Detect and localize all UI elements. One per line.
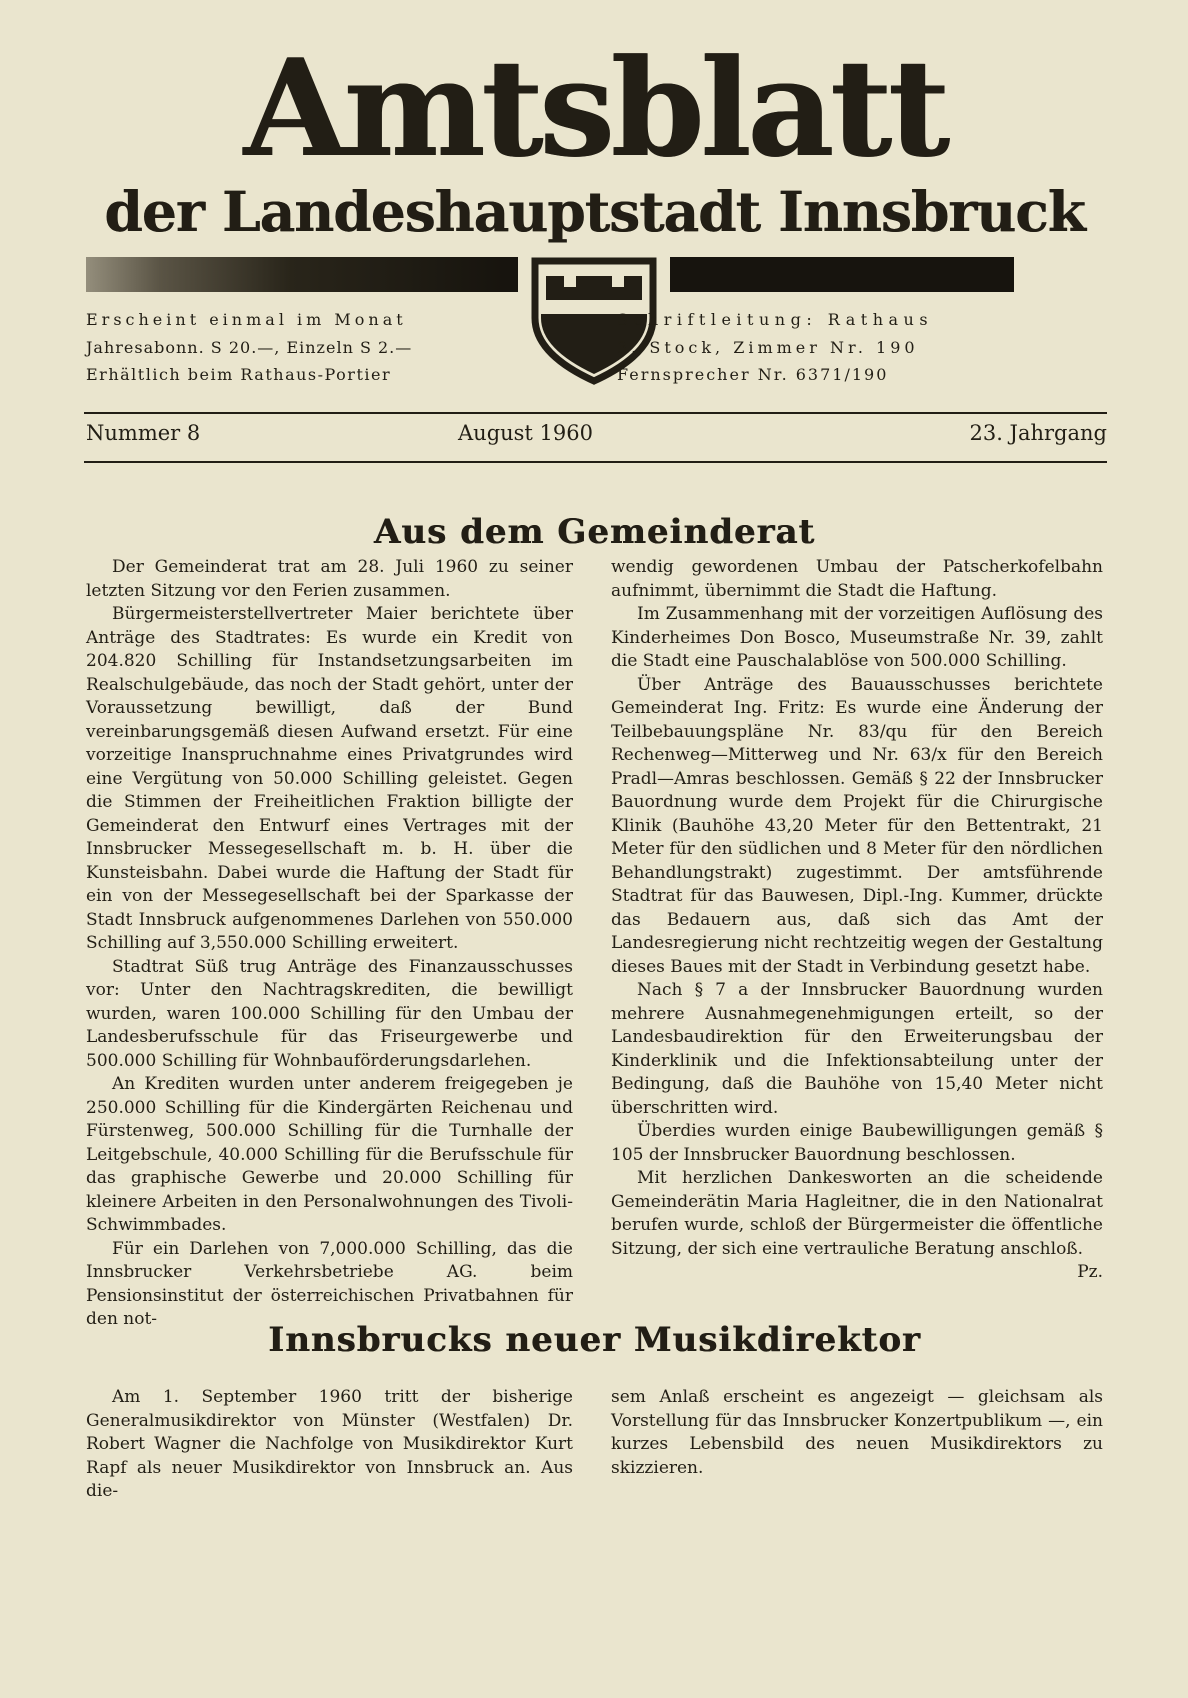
article-title-gemeinderat: Aus dem Gemeinderat [373,511,816,552]
publication-info-left [86,306,412,389]
article-gemeinderat-body [86,556,1103,1332]
paragraph-text: Mit herzlichen Dankesworten an die scheidende Gemeinderätin Maria Hagleitner, die in den Nationalrat berufen wurde, schloß der Bürgermeister die öffentliche Sitzung, der sich eine vertrauliche Beratung anschloß. [611,1168,1103,1259]
paragraph: Im Zusammenhang mit der vorzeitigen Auflösung des Kinderheimes Don Bosco, Museumstraße Nr. 39, zahlt die Stadt eine Pauschalablöse von 500.000 Schilling. [611,604,1103,671]
availability-note: Erhältlich beim Rathaus-Portier [86,365,392,384]
issue-date: August 1960 [458,421,593,445]
issue-volume: 23. Jahrgang [969,421,1107,445]
paragraph: Nach § 7 a der Innsbrucker Bauordnung wurden mehrere Ausnahmegenehmigungen erteilt, so der Landesbaudirektion für den Erweiterungsbau der Kinderklinik und die Infektionsabteilung unter der Bedingung, daß die Bauhöhe von 15,40 Meter nicht überschritten wird. [611,980,1103,1118]
issue-line [86,421,1107,453]
paragraph: Am 1. September 1960 tritt der bisherige Generalmusikdirektor von Münster (Westfalen) Dr. Robert Wagner die Nachfolge von Musikdirektor Kurt Rapf als neuer Musikdirektor von Innsbruck an. Aus die- [86,1387,573,1501]
publication-info-right [617,306,933,389]
article-title-musikdirektor: Innsbrucks neuer Musikdirektor [268,1319,921,1360]
divider-rule-top [84,412,1107,414]
paragraph: Für ein Darlehen von 7,000.000 Schilling, das die Innsbrucker Verkehrsbetriebe AG. beim Pensionsinstitut der österreichischen Privatbahnen für den not- [86,1238,573,1329]
article2-left-column [86,1386,573,1504]
subscription-price: Jahresabonn. S 20.—, Einzeln S 2.— [86,337,413,357]
publication-frequency: Erscheint einmal im Monat [86,310,407,329]
masthead [86,29,1103,244]
paragraph: Stadtrat Süß trug Anträge des Finanzausschusses vor: Unter den Nachtragskrediten, die bewilligt wurden, waren 100.000 Schilling für den Umbau der Landesberufsschule für das Friseurgewerbe und 500.000 Schilling für Wohnbauförderungsdarlehen. [86,956,573,1071]
article1-right-column [611,556,1103,1332]
gazette-subtitle: der Landeshauptstadt Innsbruck [104,178,1085,244]
paragraph: An Krediten wurden unter anderem freigegeben je 250.000 Schilling für die Kindergärten Reichenau und Fürstenweg, 500.000 Schilling für die Turnhalle der Leitgebschule, 40.000 Schilling für die Berufsschule für das graphische Gewerbe und 20.000 Schilling für kleinere Arbeiten in den Personalwohnungen des Tivoli-Schwimmbades. [86,1074,573,1235]
article2-right-column [611,1386,1103,1504]
paragraph [611,1167,1103,1282]
article1-left-column [86,556,573,1332]
paragraph: Bürgermeisterstellvertreter Maier berichtete über Anträge des Stadtrates: Es wurde ein Kredit von 204.820 Schilling für Instandsetzungsarbeiten im Realschulgebäude, das noch der Stadt gehört, unter der Voraussetzung bewilligt, daß der Bund vereinbarungsgemäß diesen Aufwand ersetzt. Für eine vorzeitige Inanspruchnahme eines Privatgrundes wird eine Vergütung von 50.000 Schilling geleistet. Gegen die Stimmen der Freiheitlichen Fraktion billigte der Gemeinderat den Entwurf eines Vertrages mit der Innsbrucker Messegesellschaft m. b. H. über die Kunsteisbahn. Dabei wurde die Haftung der Stadt für ein von der Messegesellschaft bei der Sparkasse der Stadt Innsbruck aufgenommenes Darlehen von 550.000 Schilling auf 3,550.000 Schilling erweitert. [86,604,573,953]
issue-number: Nummer 8 [86,421,201,445]
editorial-office: Schriftleitung: Rathaus [617,310,934,329]
paragraph: Überdies wurden einige Baubewilligungen gemäß § 105 der Innsbrucker Bauordnung beschlossen. [611,1121,1103,1165]
editorial-room: 3. Stock, Zimmer Nr. 190 [617,337,919,357]
article-signature: Pz. [1077,1262,1103,1282]
paragraph: sem Anlaß erscheint es angezeigt — gleichsam als Vorstellung für das Innsbrucker Konzertpublikum —, ein kurzes Lebensbild des neuen Musikdirektors zu skizzieren. [611,1387,1103,1478]
paragraph: Über Anträge des Bauausschusses berichtete Gemeinderat Ing. Fritz: Es wurde eine Änderung der Teilbebauungspläne Nr. 83/qu für den Bereich Rechenweg—Mitterweg und Nr. 63/x für den Bereich Pradl—Amras beschlossen. Gemäß § 22 der Innsbrucker Bauordnung wurde dem Projekt für die Chirurgische Klinik (Bauhöhe 43,20 Meter für den Bettentrakt, 21 Meter für den südlichen und 8 Meter für den nördlichen Behandlungstrakt) zugestimmt. Der amtsführende Stadtrat für das Bauwesen, Dipl.-Ing. Kummer, drückte das Bedauern aus, daß sich das Amt der Landesregierung nicht rechtzeitig wegen der Gestaltung dieses Baues mit der Stadt in Verbindung gesetzt habe. [611,674,1103,977]
divider-rule-bottom [84,461,1107,463]
paragraph: Der Gemeinderat trat am 28. Juli 1960 zu seiner letzten Sitzung vor den Ferien zusammen. [86,557,573,601]
article-musikdirektor-body [86,1386,1103,1504]
gazette-title: Amtsblatt [243,29,946,187]
paragraph: wendig gewordenen Umbau der Patscherkofelbahn aufnimmt, übernimmt die Stadt die Haftung. [611,557,1103,601]
editorial-phone: Fernsprecher Nr. 6371/190 [617,365,889,384]
